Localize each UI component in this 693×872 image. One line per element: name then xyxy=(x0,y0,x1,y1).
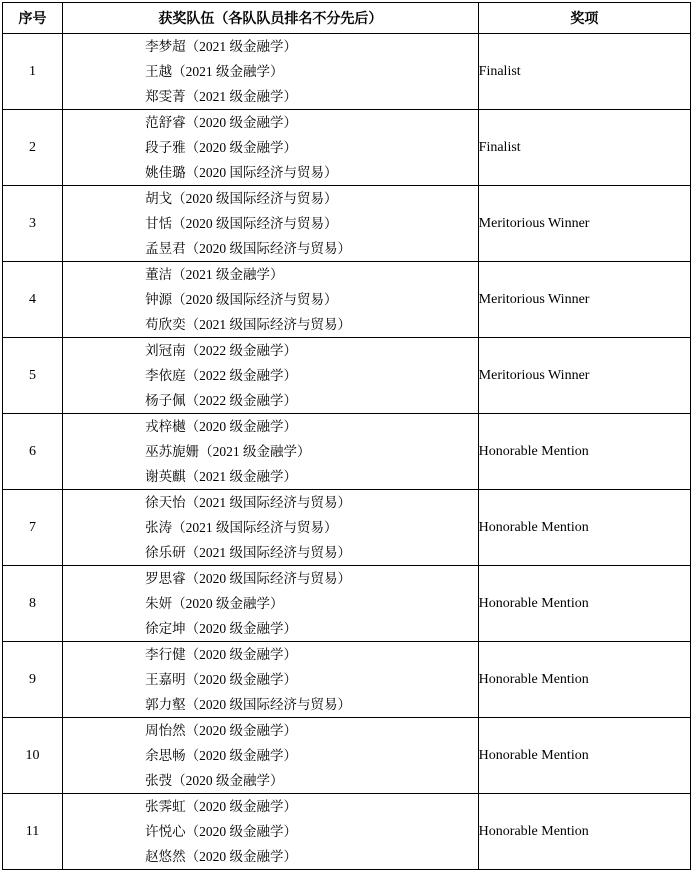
member-name: 李行健（2020 级金融学） xyxy=(145,647,297,662)
member-list xyxy=(63,718,478,793)
prize-label: Honorable Mention xyxy=(478,718,690,794)
member-list xyxy=(63,414,478,489)
member-name: 戎梓樾（2020 级金融学） xyxy=(145,419,297,434)
row-number: 5 xyxy=(3,338,63,414)
member-list xyxy=(63,794,478,869)
row-number: 2 xyxy=(3,110,63,186)
member-list xyxy=(63,110,478,185)
member-list xyxy=(63,262,478,337)
member-name: 杨子佩（2022 级金融学） xyxy=(145,393,297,408)
prize-label: Finalist xyxy=(478,34,690,110)
member-name: 钟源（2020 级国际经济与贸易） xyxy=(145,292,338,307)
member-name: 刘冠南（2022 级金融学） xyxy=(145,343,297,358)
prize-label: Honorable Mention xyxy=(478,642,690,718)
member-name: 段子雅（2020 级金融学） xyxy=(145,140,297,155)
prize-label: Honorable Mention xyxy=(478,794,690,870)
member-name: 徐天怡（2021 级国际经济与贸易） xyxy=(145,495,351,510)
table-row xyxy=(3,566,691,642)
member-list xyxy=(63,34,478,109)
member-name: 许悦心（2020 级金融学） xyxy=(145,824,297,839)
document-page xyxy=(0,2,693,872)
member-name: 范舒睿（2020 级金融学） xyxy=(145,115,297,130)
table-row xyxy=(3,262,691,338)
member-name: 李依庭（2022 级金融学） xyxy=(145,368,297,383)
member-name: 董洁（2021 级金融学） xyxy=(145,267,284,282)
member-name: 王嘉明（2020 级金融学） xyxy=(145,672,297,687)
team-members xyxy=(63,262,479,338)
table-row xyxy=(3,34,691,110)
column-header-prize: 奖项 xyxy=(478,3,690,34)
prize-label: Meritorious Winner xyxy=(478,338,690,414)
member-name: 郑雯菁（2021 级金融学） xyxy=(145,89,297,104)
team-members xyxy=(63,186,479,262)
team-members xyxy=(63,414,479,490)
column-header-no: 序号 xyxy=(3,3,63,34)
table-row xyxy=(3,338,691,414)
member-name: 甘恬（2020 级国际经济与贸易） xyxy=(145,216,338,231)
team-members xyxy=(63,794,479,870)
row-number: 1 xyxy=(3,34,63,110)
award-table xyxy=(2,2,691,870)
team-members xyxy=(63,642,479,718)
member-name: 苟欣奕（2021 级国际经济与贸易） xyxy=(145,317,351,332)
row-number: 6 xyxy=(3,414,63,490)
table-row xyxy=(3,718,691,794)
table-body xyxy=(3,34,691,870)
member-name: 张霁虹（2020 级金融学） xyxy=(145,799,297,814)
table-row xyxy=(3,794,691,870)
row-number: 4 xyxy=(3,262,63,338)
row-number: 9 xyxy=(3,642,63,718)
row-number: 3 xyxy=(3,186,63,262)
team-members xyxy=(63,34,479,110)
prize-label: Honorable Mention xyxy=(478,414,690,490)
member-list xyxy=(63,338,478,413)
table-row xyxy=(3,490,691,566)
member-name: 朱妍（2020 级金融学） xyxy=(145,596,284,611)
team-members xyxy=(63,490,479,566)
member-name: 胡戈（2020 级国际经济与贸易） xyxy=(145,191,338,206)
prize-label: Meritorious Winner xyxy=(478,262,690,338)
member-name: 王越（2021 级金融学） xyxy=(145,64,284,79)
member-name: 张涛（2021 级国际经济与贸易） xyxy=(145,520,338,535)
row-number: 10 xyxy=(3,718,63,794)
table-header-row xyxy=(3,3,691,34)
member-list xyxy=(63,490,478,565)
member-name: 周怡然（2020 级金融学） xyxy=(145,723,297,738)
member-list xyxy=(63,566,478,641)
member-name: 张弢（2020 级金融学） xyxy=(145,773,284,788)
member-name: 徐乐研（2021 级国际经济与贸易） xyxy=(145,545,351,560)
team-members xyxy=(63,338,479,414)
table-header xyxy=(3,3,691,34)
member-name: 赵悠然（2020 级金融学） xyxy=(145,849,297,864)
prize-label: Honorable Mention xyxy=(478,566,690,642)
member-name: 巫苏旎姗（2021 级金融学） xyxy=(145,444,311,459)
member-name: 罗思睿（2020 级国际经济与贸易） xyxy=(145,571,351,586)
row-number: 11 xyxy=(3,794,63,870)
member-name: 谢英麒（2021 级金融学） xyxy=(145,469,297,484)
member-name: 李梦超（2021 级金融学） xyxy=(145,39,297,54)
table-row xyxy=(3,110,691,186)
member-name: 徐定坤（2020 级金融学） xyxy=(145,621,297,636)
prize-label: Honorable Mention xyxy=(478,490,690,566)
member-name: 孟昱君（2020 级国际经济与贸易） xyxy=(145,241,351,256)
member-name: 姚佳璐（2020 国际经济与贸易） xyxy=(145,165,338,180)
prize-label: Finalist xyxy=(478,110,690,186)
row-number: 7 xyxy=(3,490,63,566)
member-list xyxy=(63,186,478,261)
team-members xyxy=(63,718,479,794)
table-row xyxy=(3,186,691,262)
member-list xyxy=(63,642,478,717)
table-row xyxy=(3,414,691,490)
team-members xyxy=(63,566,479,642)
member-name: 郭力壑（2020 级国际经济与贸易） xyxy=(145,697,351,712)
team-members xyxy=(63,110,479,186)
column-header-team: 获奖队伍（各队队员排名不分先后） xyxy=(63,3,479,34)
member-name: 余思畅（2020 级金融学） xyxy=(145,748,297,763)
row-number: 8 xyxy=(3,566,63,642)
table-row xyxy=(3,642,691,718)
prize-label: Meritorious Winner xyxy=(478,186,690,262)
